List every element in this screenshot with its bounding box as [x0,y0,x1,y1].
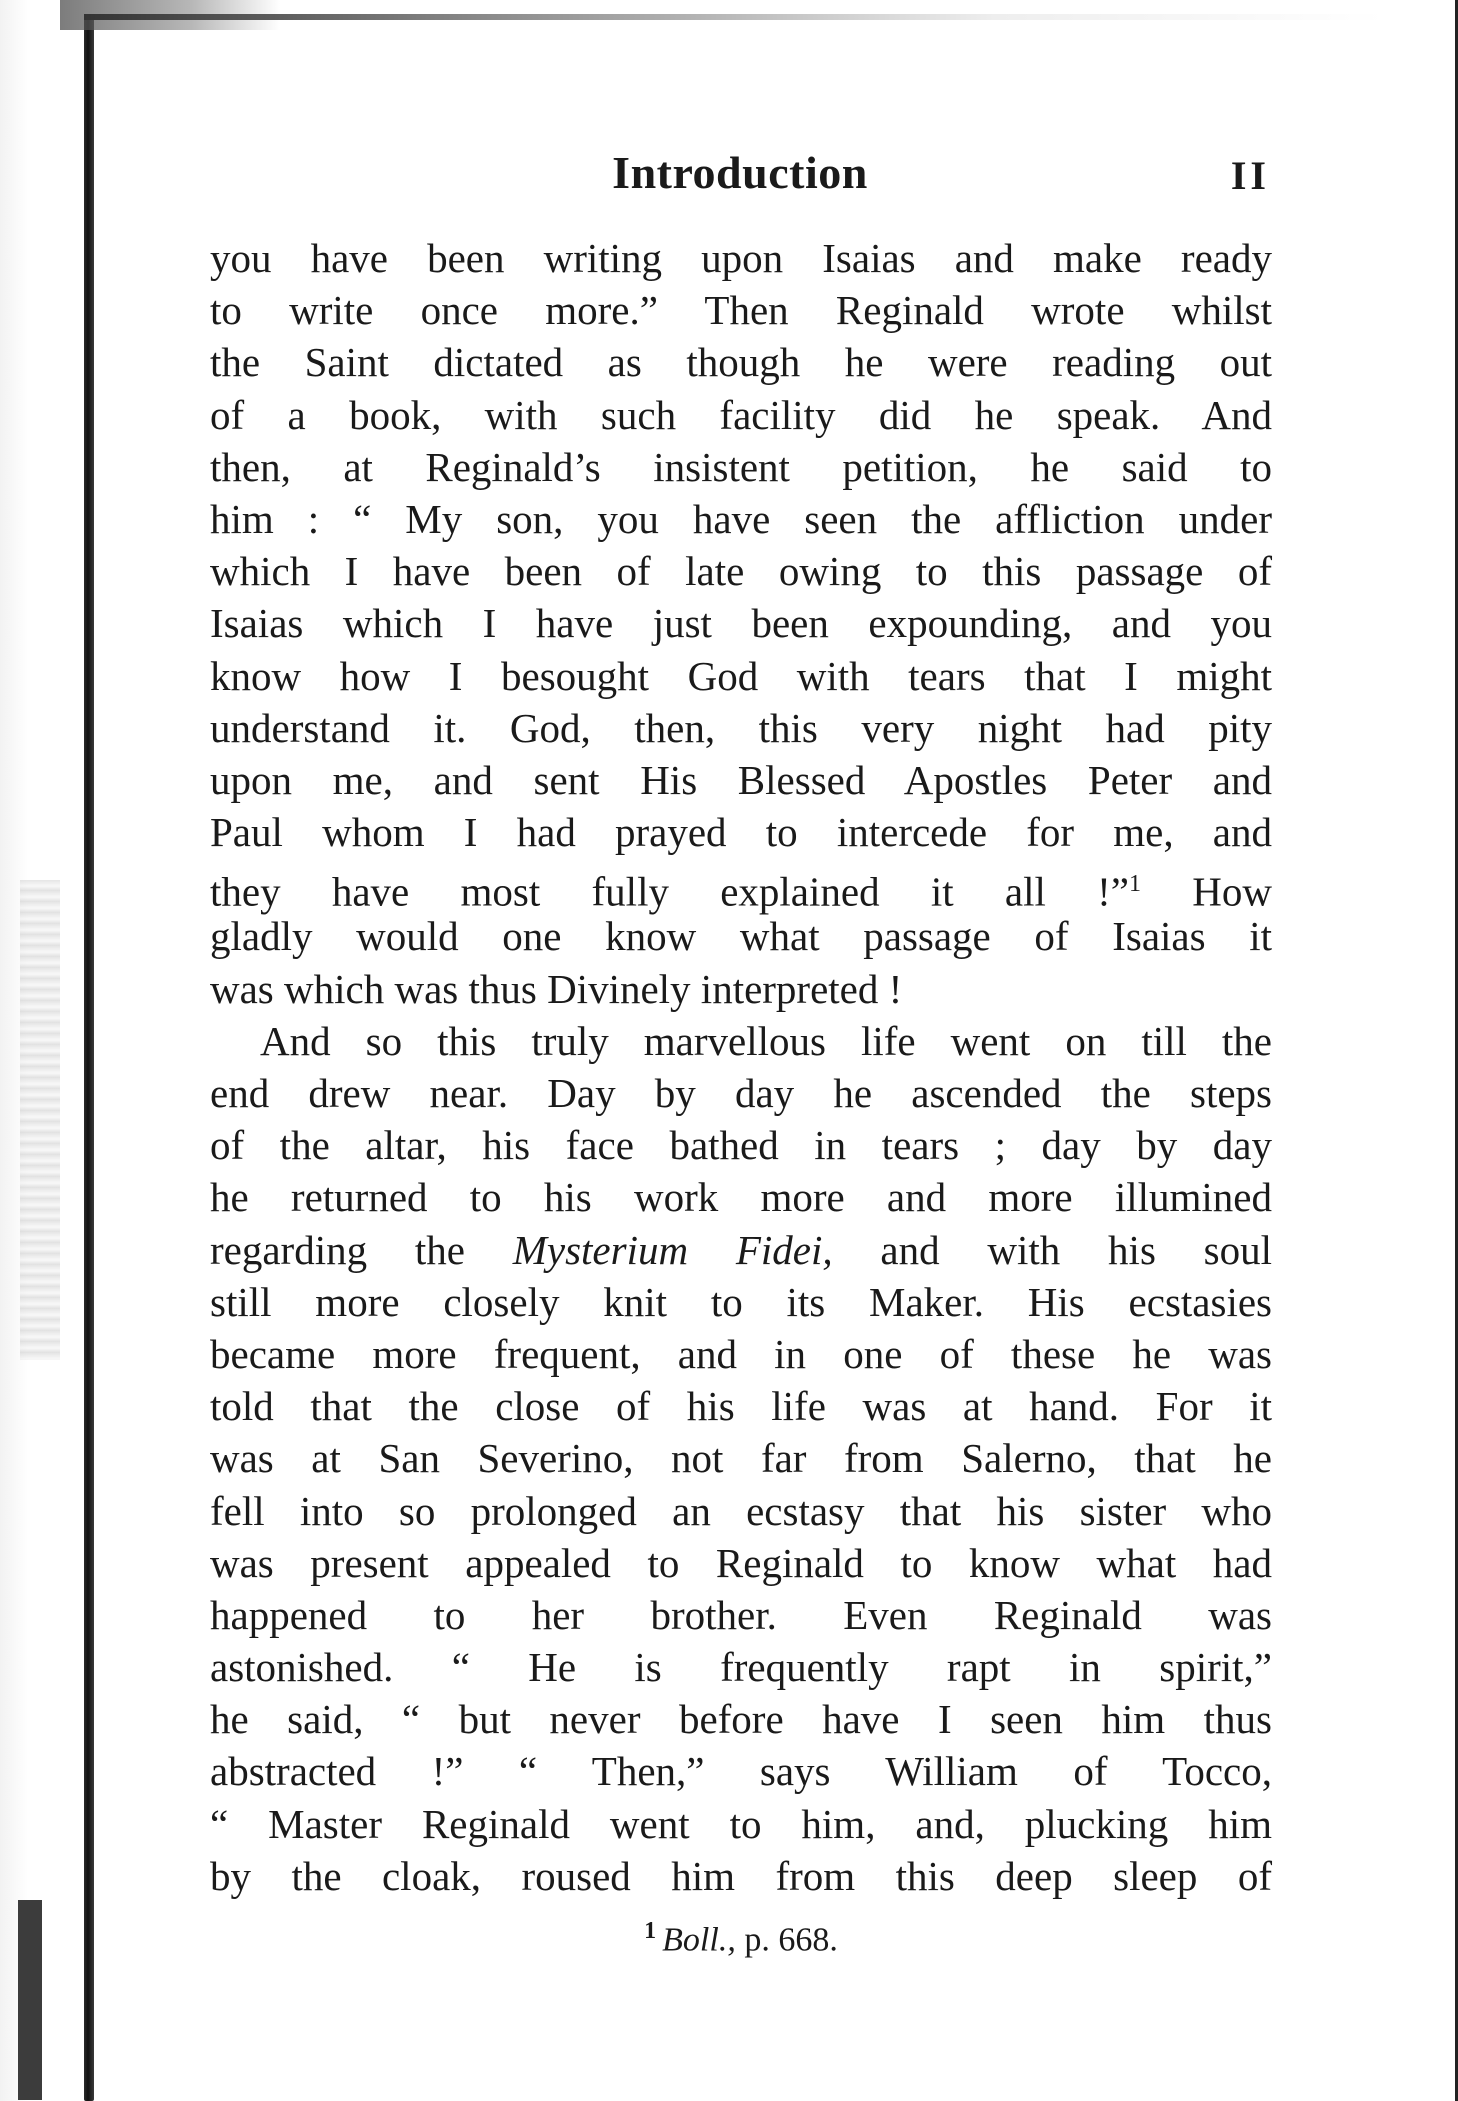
text-line: was at San Severino, not far from Salerno, that he [210,1435,1272,1482]
scan-binding-smudge [20,880,60,1360]
running-title: Introduction [612,147,868,198]
text-line: you have been writing upon Isaias and make ready [210,235,1272,281]
text-line-with-italic [210,1224,1272,1276]
italic-phrase: Mysterium Fidei, [512,1226,833,1273]
text-line: gladly would one know what passage of Isaias it [210,913,1272,960]
text-line: Isaias which I have just been expounding, and you [210,600,1272,647]
text-line: was which was thus Divinely interpreted ! [210,965,903,1012]
body-text [210,232,1272,1902]
text-line: the Saint dictated as though he were reading out [210,339,1272,386]
text-line: he returned to his work more and more illumined [210,1174,1272,1221]
text-line: Paul whom I had prayed to intercede for me, and [210,809,1272,856]
text-segment: they have most fully explained it all !” [210,868,1130,915]
text-line: understand it. God, then, this very night had pity [210,704,1272,751]
footnote-marker: 1 [1129,871,1142,898]
text-line: became more frequent, and in one of these he was [210,1330,1272,1377]
text-line: by the cloak, roused him from this deep sleep of [210,1852,1272,1899]
text-segment: regarding the [210,1226,465,1273]
text-segment: and with his soul [880,1226,1273,1273]
text-line: then, at Reginald’s insistent petition, he said to [210,443,1272,490]
text-line: abstracted !” “ Then,” says William of Tocco, [210,1748,1272,1795]
text-line: upon me, and sent His Blessed Apostles Peter and [210,756,1272,803]
text-line: of the altar, his face bathed in tears ; day by day [210,1122,1272,1169]
text-line: of a book, with such facility did he speak. And [210,391,1272,438]
text-line: “ Master Reginald went to him, and, plucking him [210,1800,1272,1847]
text-line: he said, “ but never before have I seen him thus [210,1696,1272,1743]
text-line: And so this truly marvellous life went on till the [260,1017,1272,1064]
text-line: still more closely knit to its Maker. His ecstasies [210,1278,1272,1325]
scan-top-edge [84,14,1384,20]
text-line: told that the close of his life was at hand. For it [210,1383,1272,1430]
scan-binding-smudge-bottom [18,1900,42,2100]
text-line: him : “ My son, you have seen the affliction under [210,495,1272,542]
page-number: II [1230,153,1270,198]
text-line: know how I besought God with tears that I might [210,652,1272,699]
footnote-number: 1 [644,1918,657,1944]
text-line: to write once more.” Then Reginald wrote whilst [210,287,1272,334]
footnote [210,1918,1272,1959]
scan-binding-line [84,18,94,2101]
footnote-page: p. 668. [744,1921,838,1959]
text-line-with-footnote [210,858,1272,915]
text-line: which I have been of late owing to this passage of [210,548,1272,595]
page-header [210,138,1270,208]
text-line: was present appealed to Reginald to know what had [210,1539,1272,1586]
footnote-source: Boll., [662,1921,736,1959]
text-line: astonished. “ He is frequently rapt in spirit,” [210,1644,1272,1691]
text-line: happened to her brother. Even Reginald was [210,1591,1272,1638]
text-line: end drew near. Day by day he ascended the steps [210,1070,1272,1116]
text-line: fell into so prolonged an ecstasy that his sister who [210,1487,1272,1534]
text-segment: How [1192,868,1272,915]
